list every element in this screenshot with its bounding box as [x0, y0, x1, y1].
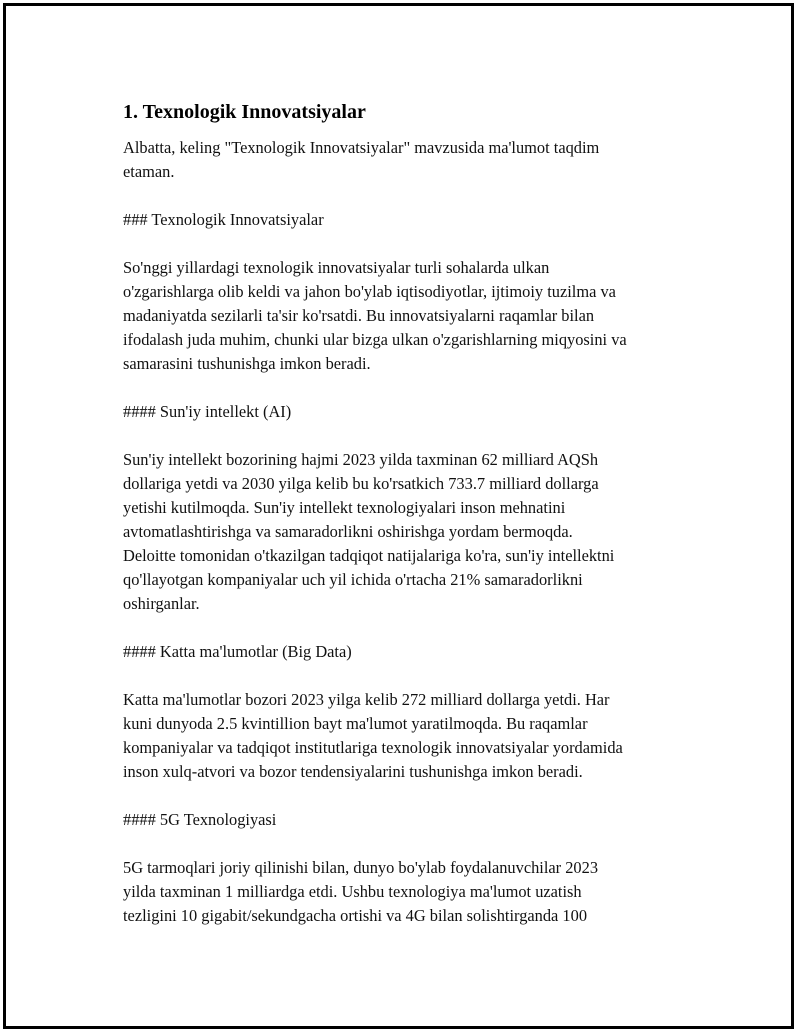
document-page	[3, 3, 794, 1029]
section-heading-5g: #### 5G Texnologiyasi	[123, 810, 277, 829]
section-heading-innovations: ### Texnologik Innovatsiyalar	[123, 210, 324, 229]
intro-paragraph: Albatta, keling "Texnologik Innovatsiyalar" mavzusida ma'lumot taqdim etaman.	[123, 138, 600, 181]
5g-paragraph: 5G tarmoqlari joriy qilinishi bilan, dunyo bo'ylab foydalanuvchilar 2023 yilda taxminan 1 milliardga etdi. Ushbu texnologiya ma'lumot uzatish tezligini 10 gigabit/sekundgacha ortishi va 4G bilan solishtirganda 100	[123, 858, 599, 925]
document-body	[123, 98, 703, 952]
big-data-paragraph: Katta ma'lumotlar bozori 2023 yilga kelib 272 milliard dollarga yetdi. Har kuni dunyoda 2.5 kvintillion bayt ma'lumot yaratilmoqda. Bu raqamlar kompaniyalar va tadqiqot institutlariga texnologik innovatsiyalar yordamida inson xulq-atvori va bozor tendensiyalarini tushunishga imkon beradi.	[123, 690, 623, 781]
ai-paragraph: Sun'iy intellekt bozorining hajmi 2023 yilda taxminan 62 milliard AQSh dollariga yetdi va 2030 yilga kelib bu ko'rsatkich 733.7 milliard dollarga yetishi kutilmoqda. Sun'iy intellekt texnologiyalari inson mehnatini avtomatlashtirishga va samaradorlikni oshirishga yordam bermoqda. Deloitte tomonidan o'tkazilgan tadqiqot natijalariga ko'ra, sun'iy intellektni qo'llayotgan kompaniyalar uch yil ichida o'rtacha 21% samaradorlikni oshirganlar.	[123, 450, 615, 613]
innovations-paragraph: So'nggi yillardagi texnologik innovatsiyalar turli sohalarda ulkan o'zgarishlarga olib keldi va jahon bo'ylab iqtisodiyotlar, ijtimoiy tuzilma va madaniyatda sezilarli ta'sir ko'rsatdi. Bu innovatsiyalarni raqamlar bilan ifodalash juda muhim, chunki ular bizga ulkan o'zgarishlarning miqyosini va samarasini tushunishga imkon beradi.	[123, 258, 627, 373]
section-heading-big-data: #### Katta ma'lumotlar (Big Data)	[123, 642, 352, 661]
section-heading-ai: #### Sun'iy intellekt (AI)	[123, 402, 292, 421]
document-title: 1. Texnologik Innovatsiyalar	[123, 101, 366, 123]
